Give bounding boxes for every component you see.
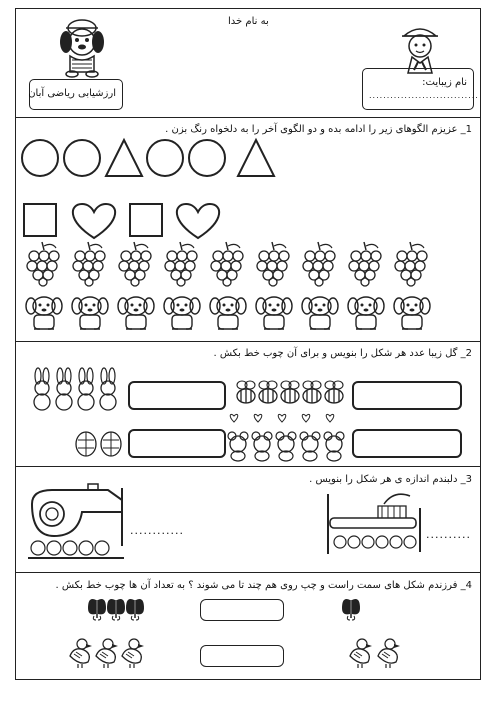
question-3 (309, 474, 472, 485)
turtles-group (74, 426, 124, 462)
answer-box-bunnies[interactable] (128, 381, 226, 410)
divider-3 (15, 466, 481, 467)
name-label: نام زیبایت: (422, 77, 467, 88)
name-dots[interactable]: ............................... (369, 91, 479, 100)
square-shape (24, 204, 56, 236)
answer-box-mice[interactable] (352, 429, 462, 458)
bismillah: به نام خدا (228, 16, 269, 27)
divider-1 (15, 117, 481, 118)
circle-shape (64, 140, 100, 176)
square-heart-pattern-row (22, 200, 222, 242)
square-shape (130, 204, 162, 236)
title-box (29, 79, 123, 110)
circle-shape (189, 140, 225, 176)
bees-group (234, 376, 346, 410)
question-1-text: عزیزم الگوهای زیر را ادامه بده و دو الگوی آخر را به دلخواه رنگ بزن . (165, 124, 458, 135)
question-1 (165, 124, 472, 135)
toothbrush-measure-figure (326, 488, 426, 562)
butterflies-left-group (88, 596, 144, 622)
question-3-text: دلبندم اندازه ی هر شکل را بنویس . (309, 474, 458, 485)
question-2-number: 2_ (460, 348, 472, 359)
circle-shape (147, 140, 183, 176)
toothbrush-answer-dots[interactable]: .......... (426, 528, 471, 541)
question-4-text: فرزندم شکل های سمت راست و چپ روی هم چند تا می شوند ؟ به تعداد آن ها چوب خط بکش . (55, 580, 458, 591)
title-box-text: ارزشیابی ریاضی آبان (28, 88, 116, 99)
butterfly-right (342, 596, 362, 622)
question-2 (214, 348, 472, 359)
divider-2 (15, 341, 481, 342)
mice-hearts-group (226, 414, 346, 462)
answer-box-turtles[interactable] (128, 429, 226, 458)
circle-shape (22, 140, 58, 176)
dog-detective-illustration (52, 14, 112, 80)
ducks-left-group (68, 638, 148, 668)
bunnies-group (30, 368, 122, 412)
answer-box-ducks[interactable] (200, 645, 284, 667)
question-2-text: گل زیبا عدد هر شکل را بنویس و برای آن چوب خط بکش . (213, 348, 458, 359)
answer-box-bees[interactable] (352, 381, 462, 410)
grapes-row (22, 240, 432, 286)
heart-shape (73, 204, 115, 238)
question-1-number: 1_ (460, 124, 472, 135)
question-4 (55, 580, 472, 591)
question-3-number: 3_ (460, 474, 472, 485)
question-4-number: 4_ (460, 580, 472, 591)
name-box (362, 68, 479, 110)
triangle-shape (238, 140, 274, 176)
dogs-row (22, 294, 436, 334)
answer-box-butterflies[interactable] (200, 599, 284, 621)
triangle-shape (106, 140, 142, 176)
whistle-answer-dots[interactable]: ............ (130, 524, 184, 537)
shape-pattern-row (20, 136, 282, 180)
ducks-right-group (348, 638, 404, 668)
heart-shape (177, 204, 219, 238)
divider-4 (15, 572, 481, 573)
whistle-measure-figure (28, 482, 128, 562)
